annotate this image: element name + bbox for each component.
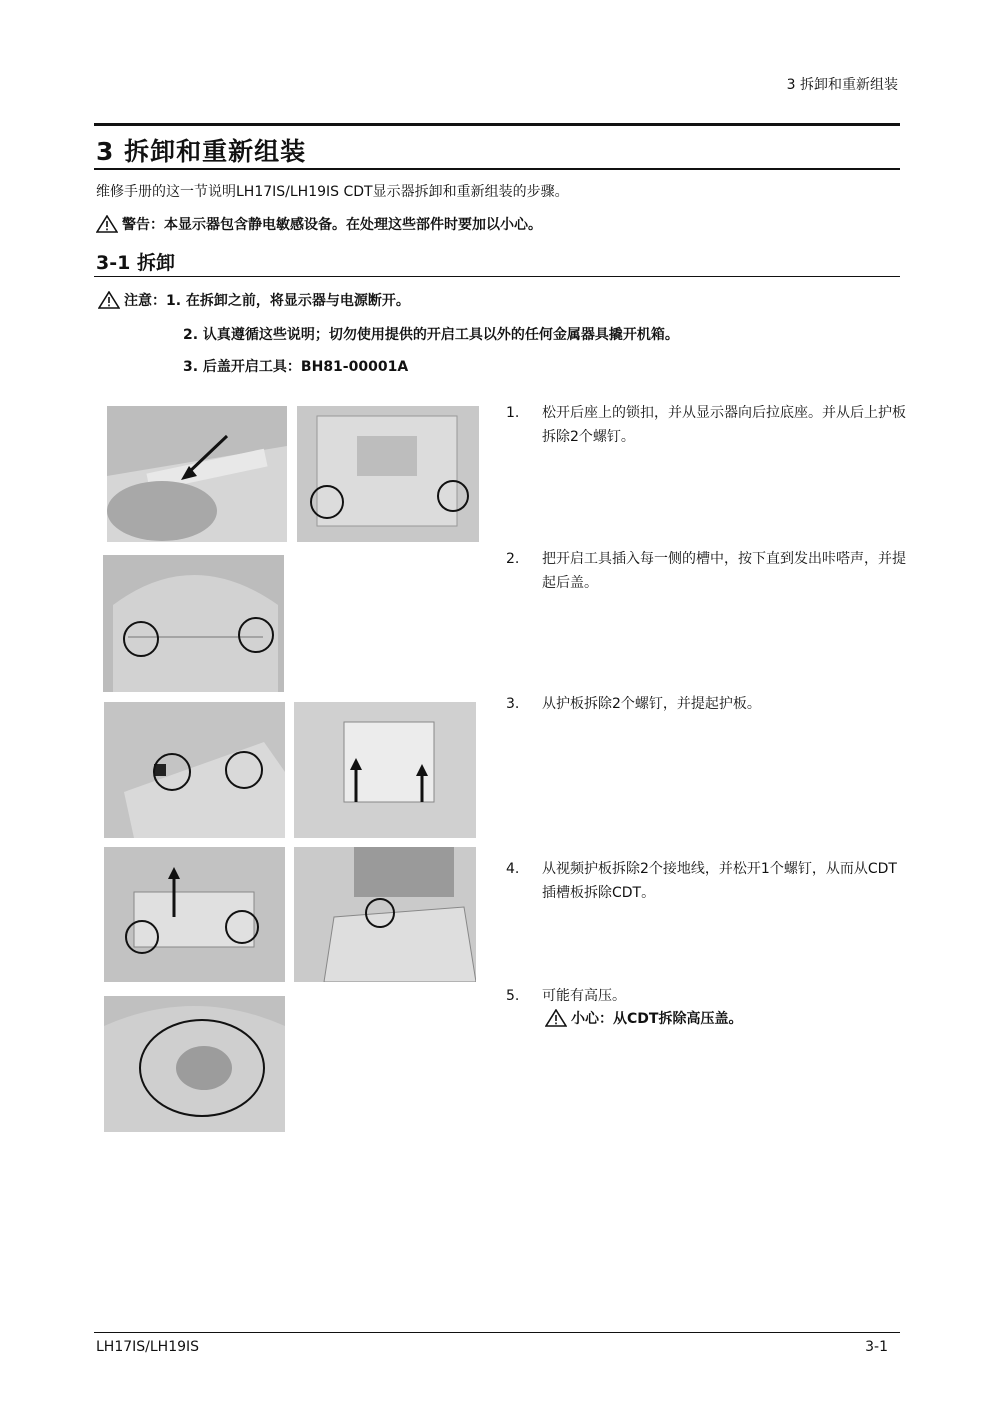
note-line-3: 3. 后盖开启工具：BH81-00001A	[183, 359, 409, 375]
footer-rule	[94, 1332, 900, 1333]
step-number: 1.	[506, 405, 520, 421]
step-3	[506, 692, 910, 716]
caution-text: 小心：从CDT拆除高压盖。	[571, 1011, 743, 1027]
running-header: 3 拆卸和重新组装	[786, 77, 898, 93]
caution-line	[545, 1008, 742, 1028]
step-text: 可能有高压。	[542, 988, 626, 1004]
chapter-title: 3 拆卸和重新组装	[96, 137, 307, 166]
step-2	[506, 547, 910, 595]
footer-model: LH17IS/LH19IS	[96, 1339, 200, 1355]
note-line-2: 2. 认真遵循这些说明；切勿使用提供的开启工具以外的任何金属器具撬开机箱。	[183, 327, 679, 343]
title-rule	[94, 168, 900, 170]
photo-step1-base	[107, 406, 287, 542]
section-rule	[94, 276, 900, 277]
chapter-intro: 维修手册的这一节说明LH17IS/LH19IS CDT显示器拆卸和重新组装的步骤。	[96, 184, 569, 200]
caution-icon	[98, 291, 120, 309]
step-1	[506, 401, 910, 449]
warning-text: 警告：本显示器包含静电敏感设备。在处理这些部件时要加以小心。	[122, 217, 542, 233]
caution-icon	[545, 1009, 567, 1027]
step-text: 从护板拆除2个螺钉，并提起护板。	[542, 696, 761, 712]
page-number: 3-1	[865, 1339, 888, 1355]
warning-line	[96, 214, 542, 234]
photo-step1-screws	[297, 406, 479, 542]
step-number: 5.	[506, 988, 520, 1004]
note-line-1	[98, 290, 410, 310]
header-rule	[94, 123, 900, 126]
photo-step2-cover	[103, 555, 284, 692]
step-4	[506, 857, 910, 905]
step-number: 4.	[506, 861, 520, 877]
note-text-1: 注意：1. 在拆卸之前，将显示器与电源断开。	[124, 293, 410, 309]
step-number: 3.	[506, 696, 520, 712]
photo-step4-ground	[104, 847, 285, 982]
photo-step4-screw	[294, 847, 476, 982]
warning-icon	[96, 215, 118, 233]
photo-step3-lift	[294, 702, 476, 838]
section-title: 3-1 拆卸	[96, 252, 175, 274]
photo-step5-hv-cap	[104, 996, 285, 1132]
step-text: 从视频护板拆除2个接地线，并松开1个螺钉，从而从CDT插槽板拆除CDT。	[542, 861, 897, 901]
step-number: 2.	[506, 551, 520, 567]
step-text: 把开启工具插入每一侧的槽中，按下直到发出咔嗒声，并提起后盖。	[542, 551, 906, 591]
photo-step3-shield	[104, 702, 285, 838]
step-5	[506, 984, 910, 1008]
step-text: 松开后座上的锁扣，并从显示器向后拉底座。并从后上护板拆除2个螺钉。	[542, 405, 906, 445]
